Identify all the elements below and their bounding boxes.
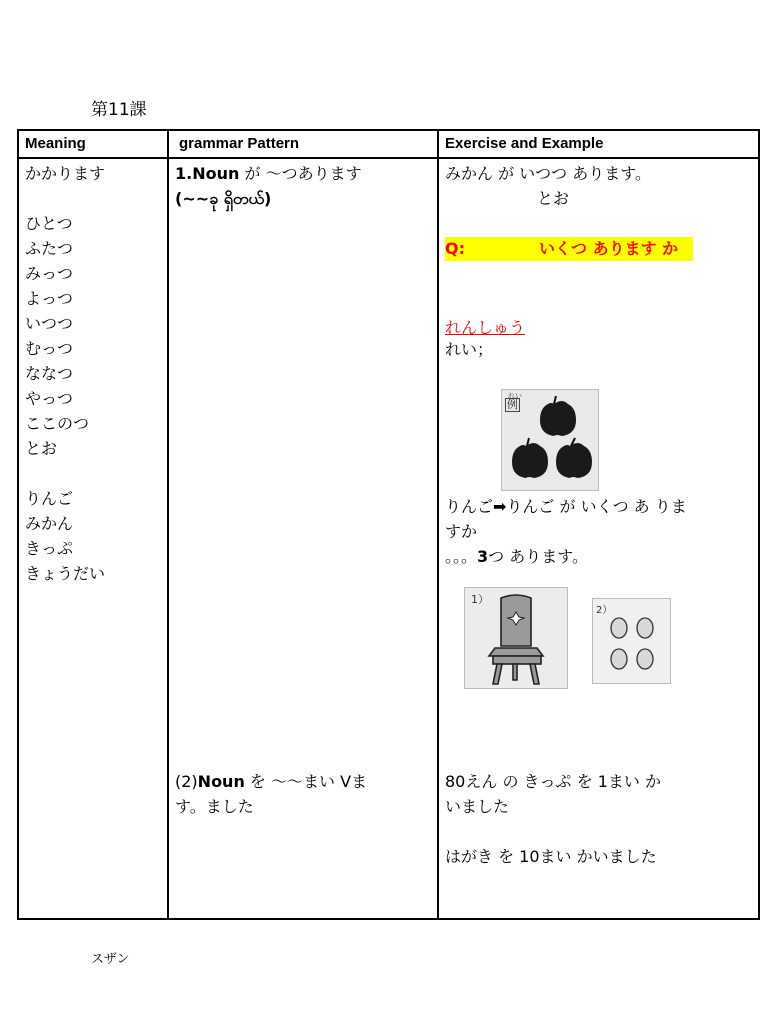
author-footer: スザン (91, 952, 130, 967)
list-item: みっつ (25, 264, 74, 283)
example-sentence-4: はがき を 10まい かいました (445, 847, 657, 866)
list-item: むっつ (25, 339, 74, 358)
list-item: りんご (25, 489, 74, 508)
practice-question: りんご➡りんご が いくつ あ りま (445, 497, 687, 516)
example-sentence-1-alt: とお (537, 189, 570, 208)
list-item: きょうだい (25, 564, 106, 583)
exercise-cell (438, 158, 759, 919)
lesson-title: 第11課 (91, 100, 147, 120)
list-item: いつつ (25, 314, 74, 333)
practice-answer: 。。。3つ あります。 (445, 547, 588, 566)
meaning-verb: かかります (25, 164, 106, 183)
apple-icon (502, 390, 598, 490)
meaning-cell (18, 158, 168, 919)
content-row (18, 158, 759, 919)
grammar-cell (168, 158, 438, 919)
list-item: やっつ (25, 389, 74, 408)
apples-image: れい 例 (501, 389, 599, 491)
header-grammar: grammar Pattern (168, 130, 438, 158)
chair-icon (465, 588, 567, 688)
grammar-pattern-1: 1.Noun が ～つあります (175, 164, 362, 183)
noun-list (25, 486, 161, 586)
header-meaning: Meaning (18, 130, 168, 158)
example-sentence-1: みかん が いつつ あります。 (445, 164, 651, 183)
header-row (18, 130, 759, 158)
list-item: ひとつ (25, 214, 73, 233)
chair-image: 1） (464, 587, 568, 689)
rei-label: れい； (445, 340, 494, 359)
grammar-pattern-2: (2)Noun を ～～まい Vま (175, 772, 368, 791)
egg-icon (593, 599, 670, 683)
list-item: きっぷ (25, 539, 74, 558)
list-item: ここのつ (25, 414, 90, 433)
noun-label: Noun (192, 164, 240, 183)
practice-question-cont: すか (445, 522, 478, 541)
grammar-pattern-2-cont: す。ました (175, 797, 254, 816)
list-item: みかん (25, 514, 74, 533)
noun-label: Noun (197, 772, 245, 791)
list-item: ななつ (25, 364, 74, 383)
renshuu-heading: れんしゅう (445, 318, 526, 337)
example-sentence-3: 80えん の きっぷ を 1まい か (445, 772, 661, 791)
lesson-table (17, 129, 760, 920)
counter-list (25, 211, 161, 461)
eggs-image: 2） (592, 598, 671, 684)
list-item: とお (25, 439, 58, 458)
list-item: ふたつ (25, 239, 74, 258)
example-sentence-3-cont: いました (445, 797, 510, 816)
question-highlight: Q: いくつ あります か (445, 237, 693, 261)
list-item: よっつ (25, 289, 74, 308)
grammar-pattern-1-burmese: (~~ခု ရှိတယ်) (175, 189, 272, 208)
header-exercise: Exercise and Example (438, 130, 759, 158)
rei-kanji-label: 例 (507, 398, 518, 411)
